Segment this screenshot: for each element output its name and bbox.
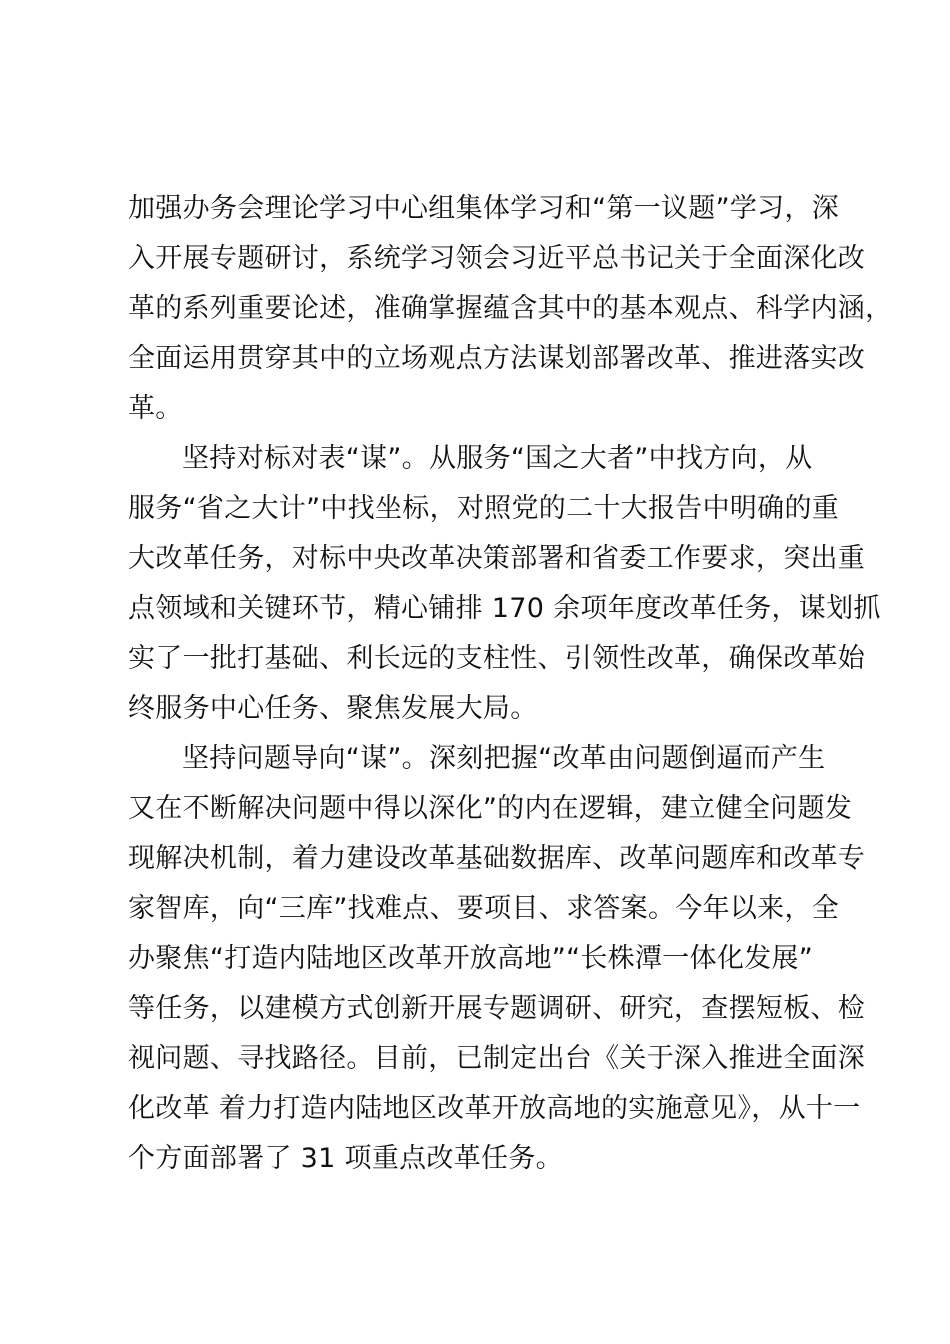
paragraph-benchmark (128, 434, 881, 734)
paragraph-line: 等任务，以建模方式创新开展专题调研、研究，查摆短板、检 (128, 993, 866, 1024)
paragraph-line: 家智库，向“三库”找难点、要项目、求答案。今年以来，全 (128, 893, 840, 924)
paragraph-line: 坚持对标对表“谋”。从服务“国之大者”中找方向，从 (182, 443, 813, 474)
paragraph-line: 加强办务会理论学习中心组集体学习和“第一议题”学习，深 (128, 193, 840, 224)
paragraph-line: 大改革任务，对标中央改革决策部署和省委工作要求，突出重 (128, 543, 866, 574)
paragraph-line: 现解决机制，着力建设改革基础数据库、改革问题库和改革专 (128, 843, 866, 874)
paragraph-line: 化改革 着力打造内陆地区改革开放高地的实施意见》，从十一 (128, 1093, 861, 1124)
paragraph-study (128, 184, 893, 434)
paragraph-line: 个方面部署了 31 项重点改革任务。 (128, 1143, 563, 1174)
paragraph-line: 革的系列重要论述，准确掌握蕴含其中的基本观点、科学内涵， (128, 293, 893, 324)
paragraph-line: 坚持问题导向“谋”。深刻把握“改革由问题倒逼而产生 (182, 743, 826, 774)
paragraph-line: 又在不断解决问题中得以深化”的内在逻辑，建立健全问题发 (128, 793, 853, 824)
paragraph-line: 实了一批打基础、利长远的支柱性、引领性改革，确保改革始 (128, 643, 866, 674)
paragraph-line: 入开展专题研讨，系统学习领会习近平总书记关于全面深化改 (128, 243, 866, 274)
paragraph-line: 革。 (128, 393, 183, 424)
paragraph-problem-oriented (128, 734, 866, 1184)
paragraph-line: 全面运用贯穿其中的立场观点方法谋划部署改革、推进落实改 (128, 343, 866, 374)
paragraph-line: 视问题、寻找路径。目前，已制定出台《关于深入推进全面深 (128, 1043, 866, 1074)
paragraph-line: 点领域和关键环节，精心铺排 170 余项年度改革任务，谋划抓 (128, 593, 881, 624)
document-body (128, 184, 893, 1184)
paragraph-line: 办聚焦“打造内陆地区改革开放高地”“长株潭一体化发展” (128, 943, 814, 974)
paragraph-line: 服务“省之大计”中找坐标，对照党的二十大报告中明确的重 (128, 493, 840, 524)
paragraph-line: 终服务中心任务、聚焦发展大局。 (128, 693, 538, 724)
